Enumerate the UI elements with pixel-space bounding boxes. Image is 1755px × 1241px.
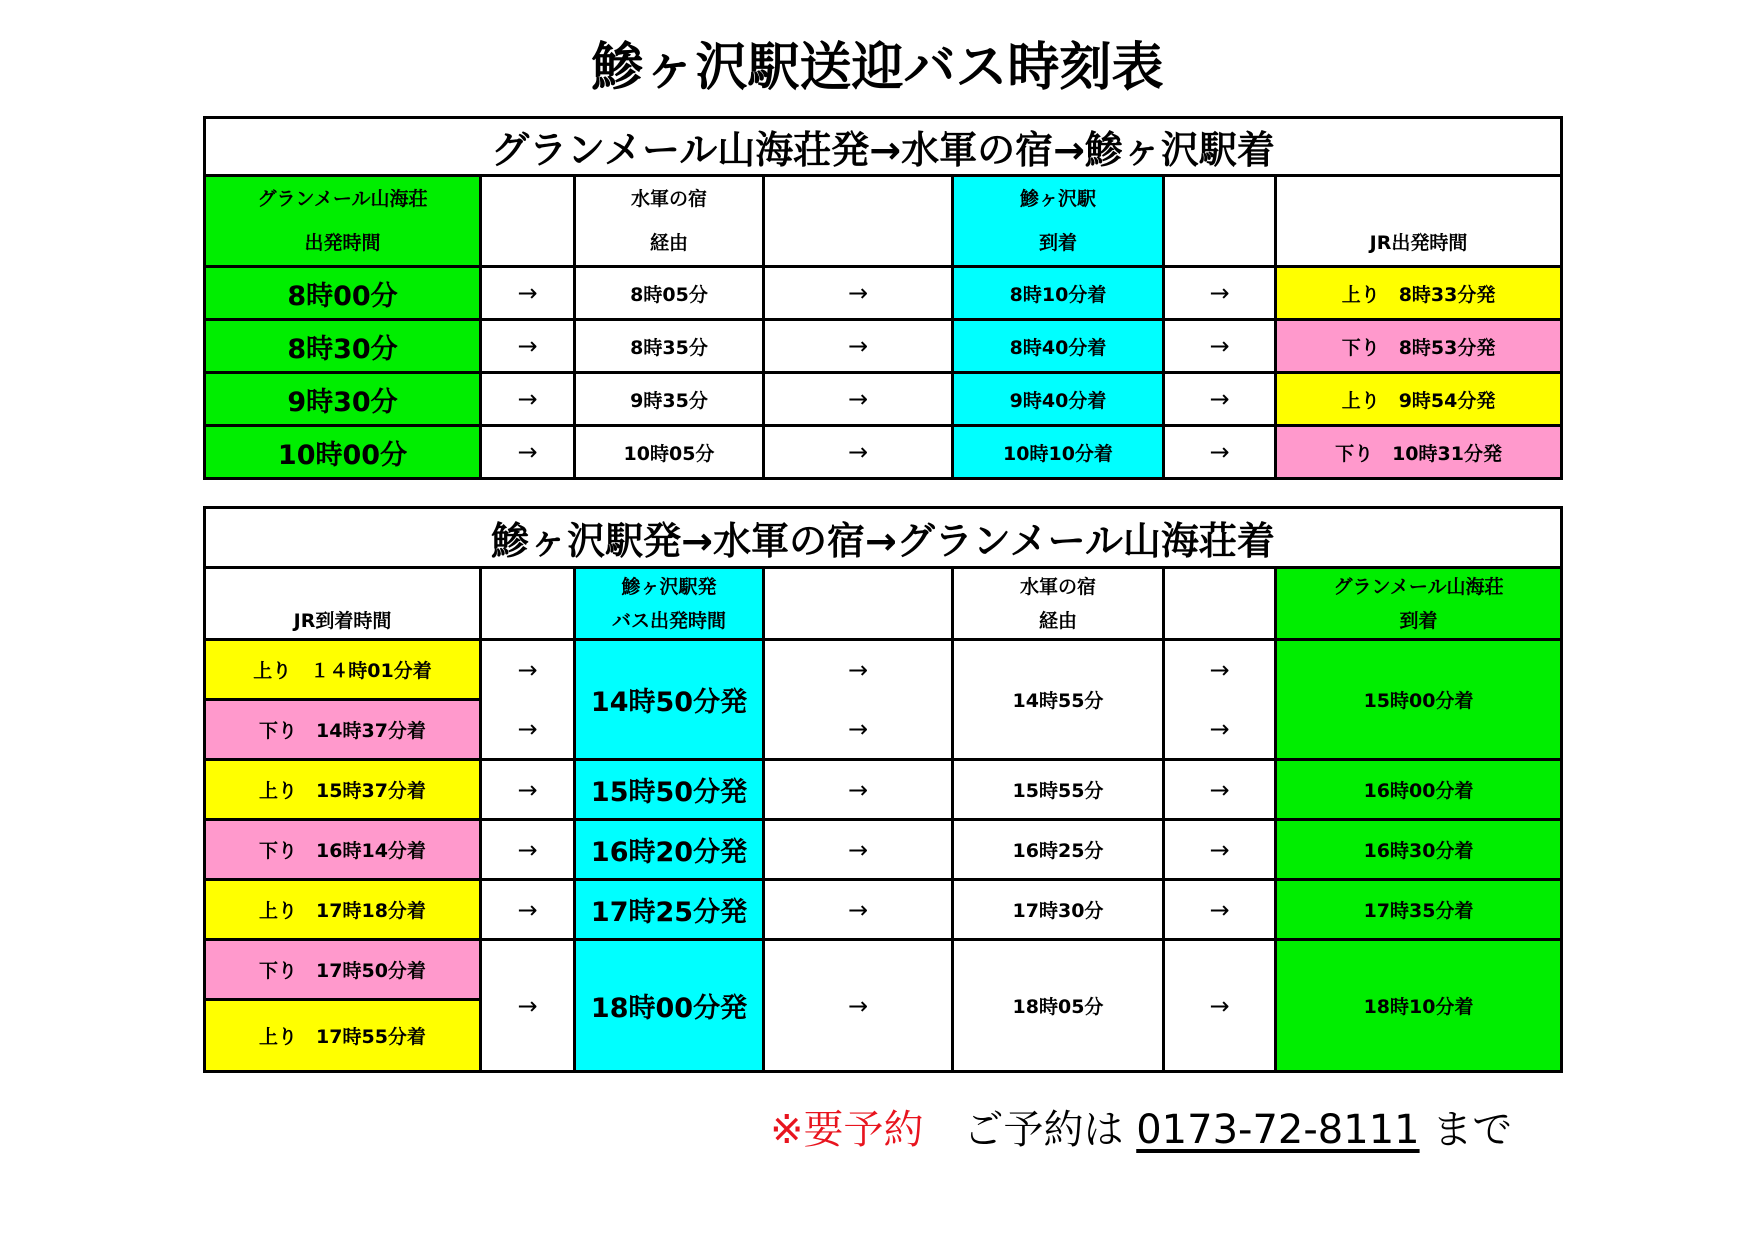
via-time: 8時35分 — [575, 320, 764, 373]
depart-time: 10時00分 — [205, 426, 481, 479]
arrow: → — [764, 267, 953, 320]
arrow: → — [764, 760, 953, 820]
timetable-to-hotel — [203, 506, 1563, 1073]
arrow: → — [481, 373, 575, 426]
arrow: → — [1164, 820, 1276, 880]
jr-time: 上り 15時37分着 — [205, 760, 481, 820]
arrive-time: 15時00分着 — [1276, 640, 1562, 760]
via-time: 17時30分 — [953, 880, 1164, 940]
arrive-time: 17時35分着 — [1276, 880, 1562, 940]
arrow: → — [764, 426, 953, 479]
jr-time: 下り 10時31分発 — [1276, 426, 1562, 479]
arrow: → — [1164, 267, 1276, 320]
arrow: → — [1164, 640, 1276, 700]
bus-depart-time: 14時50分発 — [575, 640, 764, 760]
via-time: 18時05分 — [953, 940, 1164, 1072]
table-row — [205, 880, 1562, 940]
arrive-time: 16時30分着 — [1276, 820, 1562, 880]
via-time: 10時05分 — [575, 426, 764, 479]
table-row — [205, 320, 1562, 373]
table1-header-arrow-gap — [764, 176, 953, 267]
bus-depart-time: 16時20分発 — [575, 820, 764, 880]
arrow: → — [1164, 373, 1276, 426]
table1-header-arrow-gap — [481, 176, 575, 267]
table1-header-arrive: 鯵ヶ沢駅 到着 — [953, 176, 1164, 267]
arrow: → — [764, 320, 953, 373]
arrow: → — [481, 820, 575, 880]
table1-header-via: 水軍の宿 経由 — [575, 176, 764, 267]
via-time: 8時05分 — [575, 267, 764, 320]
table2-header-arrow-gap — [764, 568, 953, 640]
arrow: → — [764, 640, 953, 700]
reservation-text: ご予約は — [963, 1107, 1124, 1153]
depart-time: 8時00分 — [205, 267, 481, 320]
depart-time: 8時30分 — [205, 320, 481, 373]
table-row — [205, 940, 1562, 1000]
arrow: → — [481, 940, 575, 1072]
arrow: → — [1164, 940, 1276, 1072]
arrow: → — [481, 320, 575, 373]
table2-header-via: 水軍の宿 経由 — [953, 568, 1164, 640]
arrow: → — [481, 880, 575, 940]
arrow: → — [764, 373, 953, 426]
jr-time: 下り 17時50分着 — [205, 940, 481, 1000]
table-row — [205, 820, 1562, 880]
arrive-time: 10時10分着 — [953, 426, 1164, 479]
arrive-time: 8時10分着 — [953, 267, 1164, 320]
arrow: → — [1164, 426, 1276, 479]
arrow: → — [764, 880, 953, 940]
arrow: → — [764, 700, 953, 760]
arrive-time: 8時40分着 — [953, 320, 1164, 373]
table2-heading: 鯵ヶ沢駅発→水軍の宿→グランメール山海荘着 — [205, 508, 1562, 568]
arrive-time: 16時00分着 — [1276, 760, 1562, 820]
arrow: → — [481, 426, 575, 479]
bus-depart-time: 18時00分発 — [575, 940, 764, 1072]
arrow: → — [1164, 760, 1276, 820]
phone-number-link[interactable]: 0173-72-8111 — [1136, 1107, 1420, 1153]
arrive-time: 9時40分着 — [953, 373, 1164, 426]
via-time: 16時25分 — [953, 820, 1164, 880]
table-row — [205, 640, 1562, 700]
arrive-time: 18時10分着 — [1276, 940, 1562, 1072]
via-time: 9時35分 — [575, 373, 764, 426]
arrow: → — [764, 940, 953, 1072]
jr-time: 上り 8時33分発 — [1276, 267, 1562, 320]
table1-header-depart: グランメール山海荘 出発時間 — [205, 176, 481, 267]
page-title: 鯵ヶ沢駅送迎バス時刻表 — [591, 38, 1164, 98]
table2-header-bus: 鯵ヶ沢駅発 バス出発時間 — [575, 568, 764, 640]
jr-time: 上り １４時01分着 — [205, 640, 481, 700]
table1-header-arrow-gap — [1164, 176, 1276, 267]
table1-header-jr: JR出発時間 — [1276, 176, 1562, 267]
arrow: → — [1164, 320, 1276, 373]
table-row — [205, 373, 1562, 426]
jr-time: 下り 16時14分着 — [205, 820, 481, 880]
arrow: → — [481, 640, 575, 700]
arrow: → — [481, 700, 575, 760]
jr-time: 上り 9時54分発 — [1276, 373, 1562, 426]
reservation-required-label: ※要予約 — [770, 1107, 924, 1153]
jr-time: 上り 17時55分着 — [205, 1000, 481, 1072]
timetable-to-station — [203, 116, 1563, 480]
table-row — [205, 267, 1562, 320]
arrow: → — [1164, 700, 1276, 760]
arrow: → — [1164, 880, 1276, 940]
arrow: → — [764, 820, 953, 880]
via-time: 14時55分 — [953, 640, 1164, 760]
table2-header-arrow-gap — [481, 568, 575, 640]
table-row — [205, 426, 1562, 479]
table2-header-arrow-gap — [1164, 568, 1276, 640]
table-row — [205, 760, 1562, 820]
depart-time: 9時30分 — [205, 373, 481, 426]
jr-time: 下り 14時37分着 — [205, 700, 481, 760]
reservation-note — [770, 1104, 1512, 1156]
table2-header-jr: JR到着時間 — [205, 568, 481, 640]
table2-header-arrive: グランメール山海荘 到着 — [1276, 568, 1562, 640]
table1-heading: グランメール山海荘発→水軍の宿→鯵ヶ沢駅着 — [205, 118, 1562, 176]
bus-depart-time: 15時50分発 — [575, 760, 764, 820]
arrow: → — [481, 267, 575, 320]
bus-depart-time: 17時25分発 — [575, 880, 764, 940]
arrow: → — [481, 760, 575, 820]
jr-time: 上り 17時18分着 — [205, 880, 481, 940]
via-time: 15時55分 — [953, 760, 1164, 820]
jr-time: 下り 8時53分発 — [1276, 320, 1562, 373]
reservation-suffix: まで — [1432, 1107, 1513, 1153]
